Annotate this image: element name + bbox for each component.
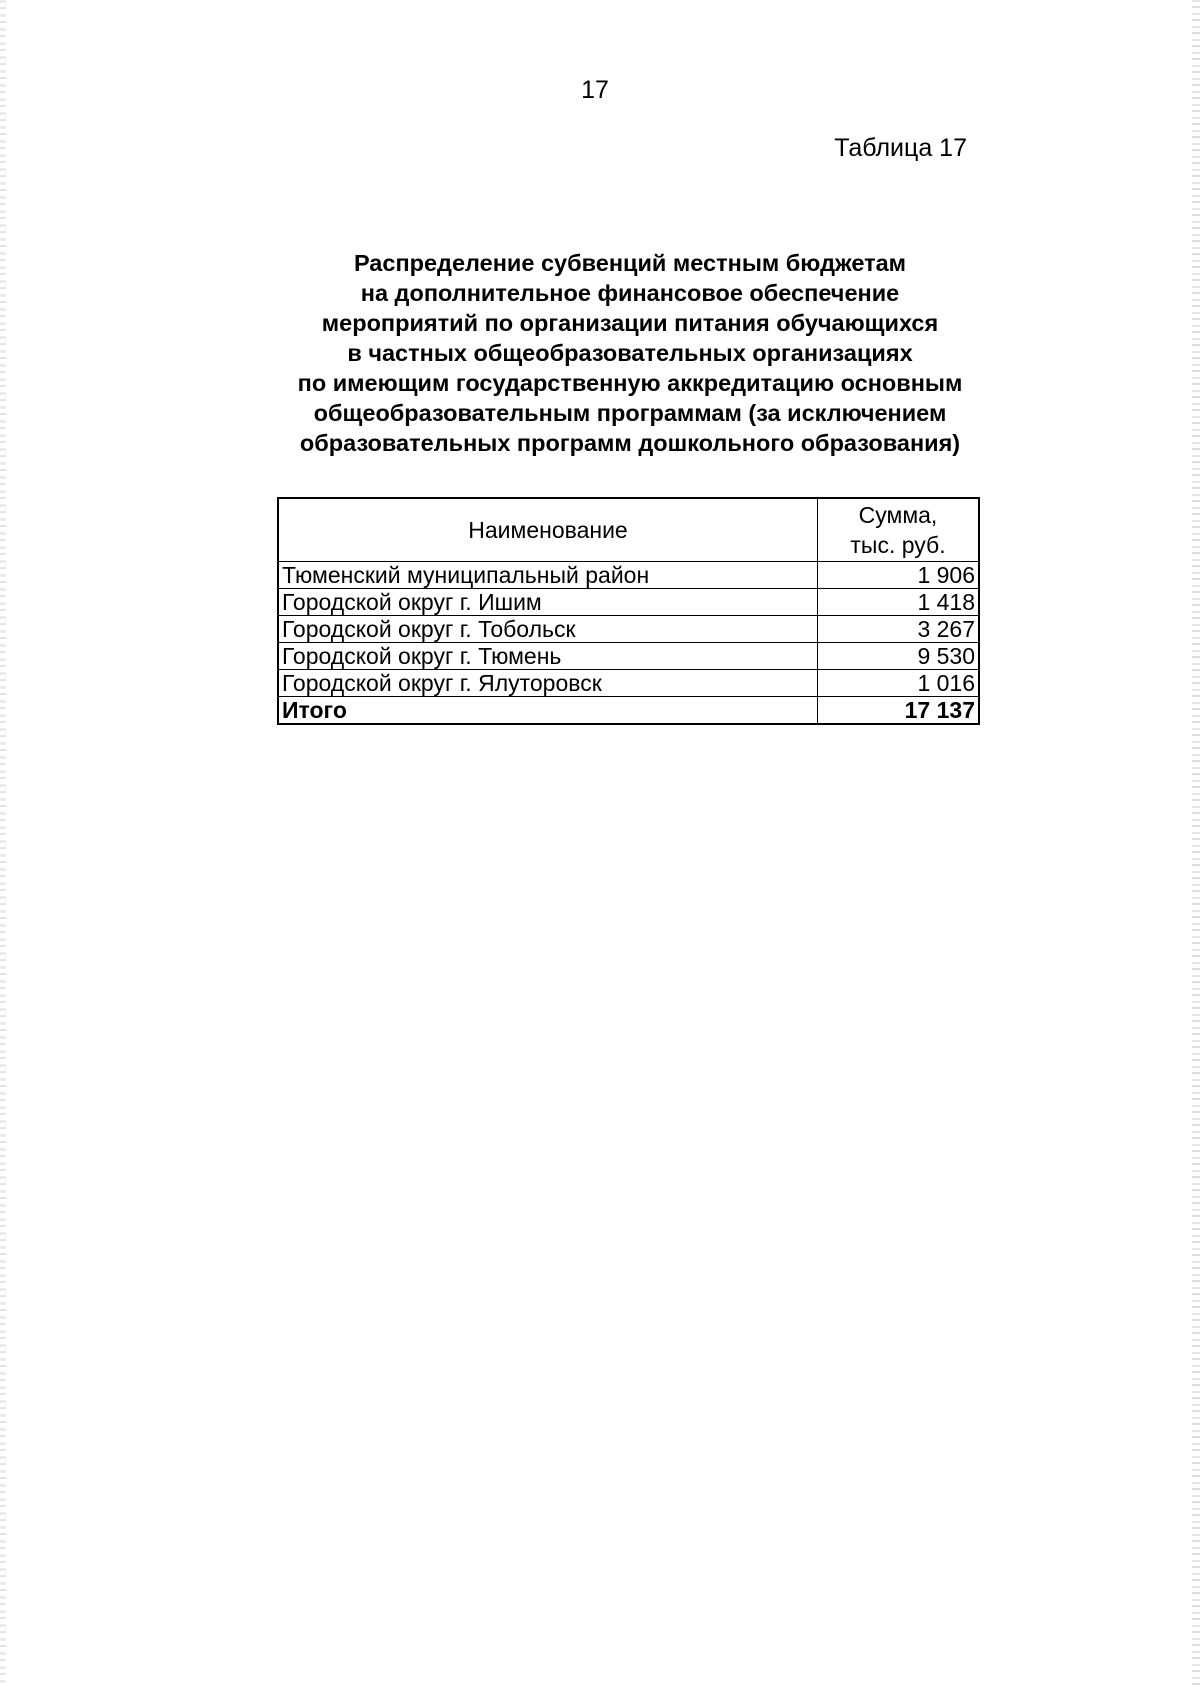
table-caption: Таблица 17 [834, 134, 967, 162]
heading-line: мероприятий по организации питания обучающихся [321, 310, 939, 336]
total-label: Итого [278, 697, 818, 725]
table-row [278, 616, 979, 643]
table-row [278, 670, 979, 697]
total-amount: 17 137 [818, 697, 980, 725]
heading-line: образовательных программ дошкольного образования) [299, 430, 961, 456]
row-name: Тюменский муниципальный район [278, 562, 818, 589]
row-amount: 3 267 [818, 616, 980, 643]
row-amount: 1 418 [818, 589, 980, 616]
scan-edge-left [0, 0, 6, 1686]
header-name: Наименование [278, 498, 818, 562]
subvention-table [277, 497, 980, 725]
table-row [278, 589, 979, 616]
document-heading [230, 248, 1030, 458]
row-amount: 1 906 [818, 562, 980, 589]
scan-edge-right [1192, 0, 1200, 1686]
row-name: Городской округ г. Ялуторовск [278, 670, 818, 697]
page-number: 17 [581, 76, 609, 104]
heading-line: в частных общеобразовательных организациях [347, 340, 913, 366]
row-name: Городской округ г. Тобольск [278, 616, 818, 643]
header-amount-line: Сумма, [858, 502, 938, 528]
table-row [278, 562, 979, 589]
row-name: Городской округ г. Тюмень [278, 643, 818, 670]
header-amount-line: тыс. руб. [850, 532, 946, 558]
heading-line: по имеющим государственную аккредитацию основным [297, 370, 963, 396]
heading-line: на дополнительное финансовое обеспечение [360, 280, 900, 306]
row-amount: 1 016 [818, 670, 980, 697]
heading-line: Распределение субвенций местным бюджетам [353, 250, 907, 276]
heading-line: общеобразовательным программам (за исключением [313, 400, 947, 426]
table-row [278, 643, 979, 670]
table-total-row [278, 697, 979, 725]
row-name: Городской округ г. Ишим [278, 589, 818, 616]
row-amount: 9 530 [818, 643, 980, 670]
header-amount [818, 498, 980, 562]
table-header-row [278, 498, 979, 562]
